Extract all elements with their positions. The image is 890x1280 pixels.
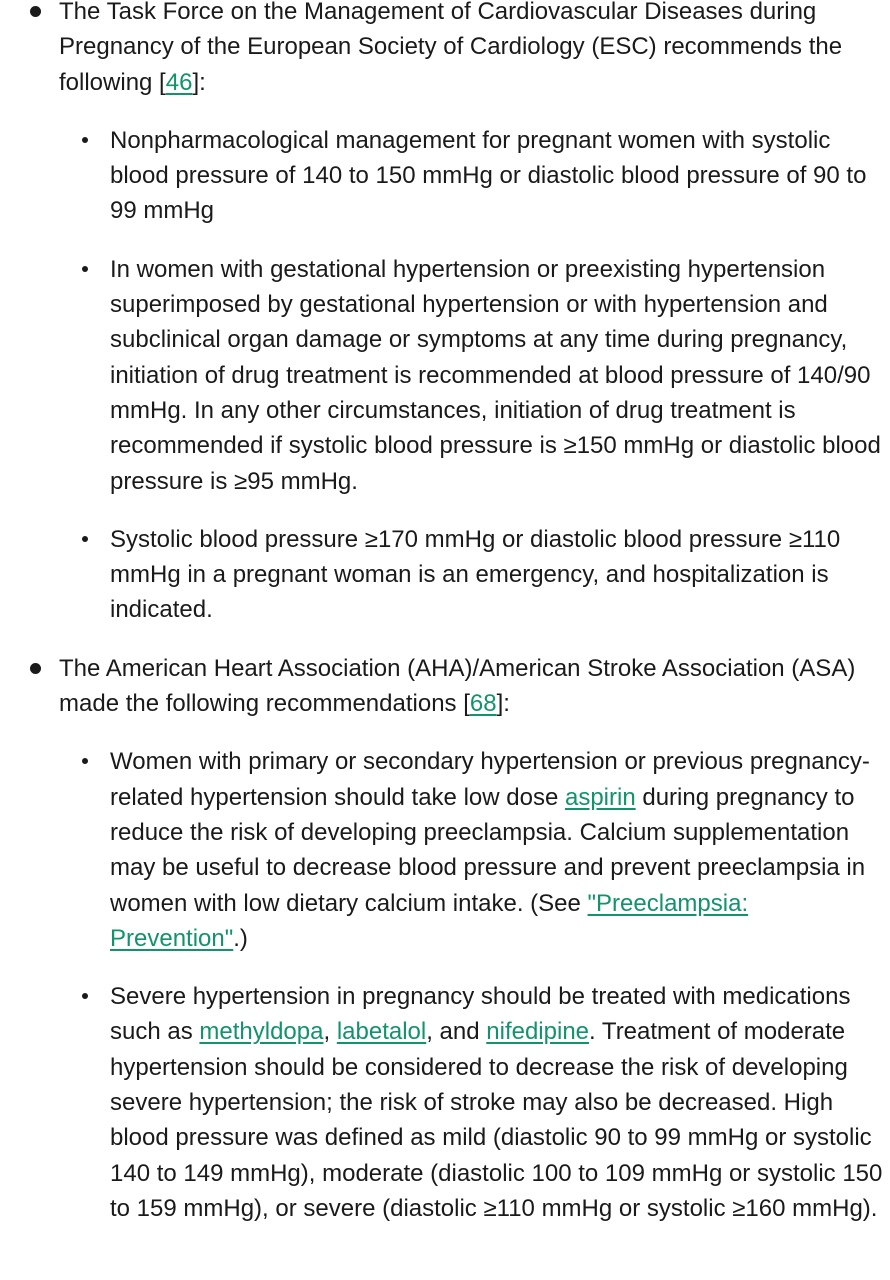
list-item xyxy=(110,979,890,1226)
aspirin-link[interactable]: aspirin xyxy=(564,783,636,811)
list-item xyxy=(110,123,890,229)
bullet-icon xyxy=(30,663,41,674)
list-item-text: Systolic blood pressure ≥170 mmHg or diastolic blood pressure ≥110 mmHg in a pregnant woman is an emergency, and hospitalization is indicated. xyxy=(110,525,841,624)
nifedipine-link[interactable]: nifedipine xyxy=(486,1018,590,1046)
bullet-icon xyxy=(82,266,88,272)
labetalol-link[interactable]: labetalol xyxy=(336,1018,427,1046)
aha-intro: The American Heart Association (AHA)/American Stroke Association (ASA) made the following recommendations [68]: xyxy=(59,654,856,718)
list-item-esc xyxy=(59,0,890,628)
list-item xyxy=(110,744,890,956)
list-item xyxy=(110,252,890,499)
bullet-icon xyxy=(30,6,41,17)
preeclampsia-prevention-link[interactable]: "Preeclampsia: Prevention" xyxy=(110,889,749,952)
esc-intro: The Task Force on the Management of Cardiovascular Diseases during Pregnancy of the European Society of Cardiology (ESC) recommends the following [46]: xyxy=(59,0,843,96)
list-item-text: In women with gestational hypertension or preexisting hypertension superimposed by gestational hypertension or with hypertension and subclinical organ damage or symptoms at any time during pregnancy, initiation of drug treatment is recommended at blood pressure of 140/90 mmHg. In any other circumstances, initiation of drug treatment is recommended if systolic blood pressure is ≥150 mmHg or diastolic blood pressure is ≥95 mmHg. xyxy=(110,255,881,495)
list-item xyxy=(110,522,890,628)
reference-link-46[interactable]: 46 xyxy=(165,68,193,96)
aha-sublist xyxy=(59,744,890,1226)
reference-link-68[interactable]: 68 xyxy=(469,690,497,718)
bullet-icon xyxy=(82,137,88,143)
list-item-aha-asa xyxy=(59,651,890,1226)
bullet-icon xyxy=(82,536,88,542)
methyldopa-link[interactable]: methyldopa xyxy=(199,1018,324,1046)
esc-sublist xyxy=(59,123,890,628)
list-item-text: Severe hypertension in pregnancy should be treated with medications such as methyldopa, labetalol, and nifedipine. Treatment of moderate hypertension should be considered to decrease the risk of developing severe hypertension; the risk of stroke may also be decreased. High blood pressure was defined as mild (diastolic 90 to 99 mmHg or systolic 140 to 149 mmHg), moderate (diastolic 100 to 109 mmHg or systolic 150 to 159 mmHg), or severe (diastolic ≥110 mmHg or systolic ≥160 mmHg). xyxy=(110,983,883,1222)
bullet-icon xyxy=(82,758,88,764)
list-item-text: Women with primary or secondary hypertension or previous pregnancy-related hypertension should take low dose aspirin during pregnancy to reduce the risk of developing preeclampsia. Calcium supplementation may be useful to decrease blood pressure and prevent preeclampsia in women with low dietary calcium intake. (See "Preeclampsia: Prevention".) xyxy=(110,748,870,952)
bullet-icon xyxy=(82,993,88,999)
list-item-text: Nonpharmacological management for pregnant women with systolic blood pressure of 140 to 150 mmHg or diastolic blood pressure of 90 to 99 mmHg xyxy=(110,126,867,225)
